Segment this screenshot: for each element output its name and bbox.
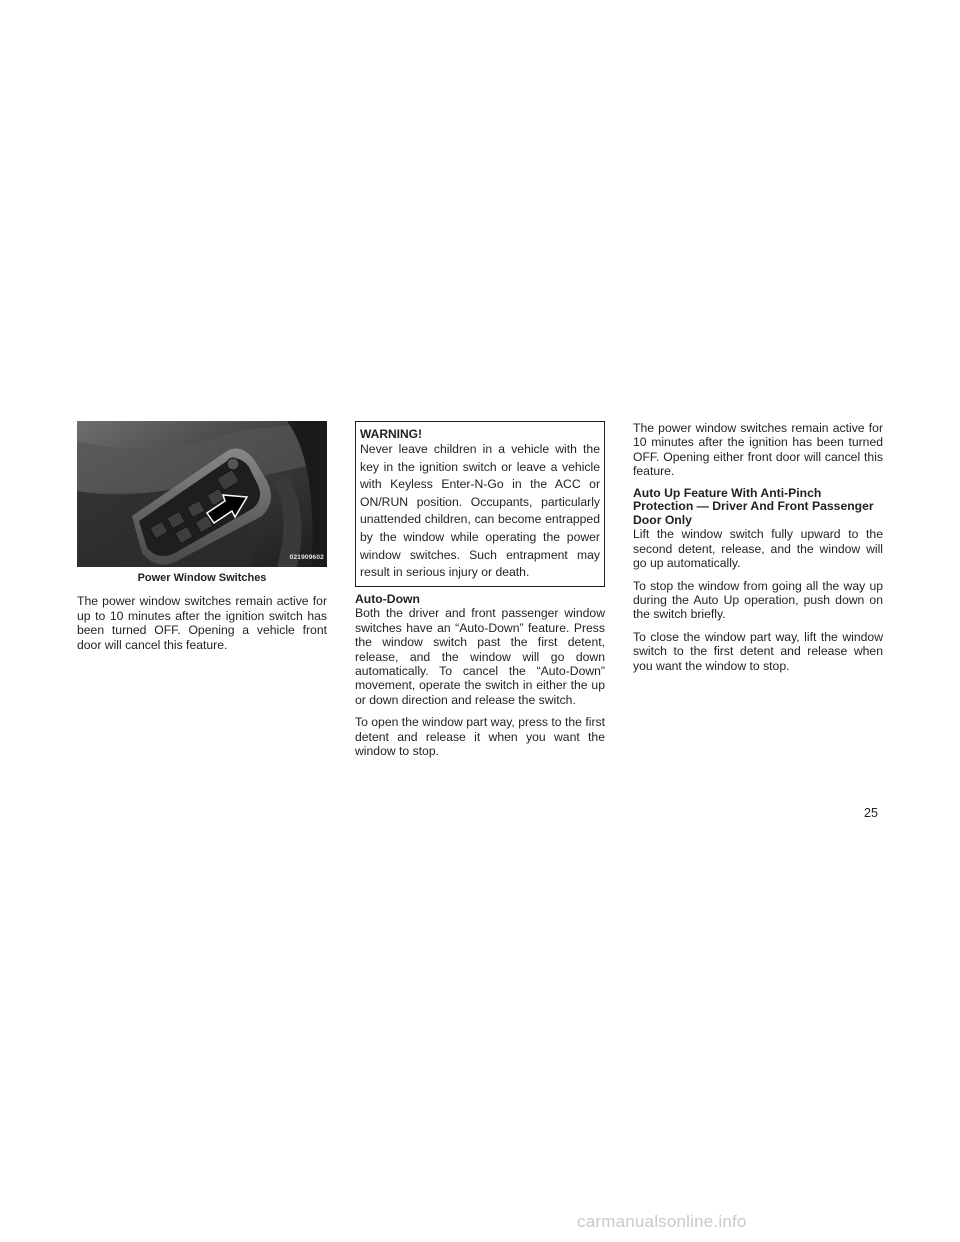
column-middle: [355, 421, 605, 766]
power-window-switches-photo: [77, 421, 327, 567]
figure-caption: Power Window Switches: [137, 572, 267, 584]
paragraph: To stop the window from going all the way up during the Auto Up operation, push down on the switch briefly.: [633, 578, 883, 622]
paragraph: Both the driver and front passenger window switches have an “Auto-Down” feature. Press the window switch past the first detent, release, and the window will go down automatically. To cancel the “Auto-Down” movement, operate the switch in either the up or down direction and release the switch.: [355, 606, 605, 707]
paragraph: The power window switches remain active for 10 minutes after the ignition has been turned OFF. Opening either front door will cancel this feature.: [633, 421, 883, 479]
paragraph: To close the window part way, lift the window switch to the first detent and release when you want the window to stop.: [633, 629, 883, 673]
paragraph: The power window switches remain active for up to 10 minutes after the ignition switch has been turned OFF. Opening a vehicle front door will cancel this feature.: [77, 594, 327, 652]
paragraph: Lift the window switch fully upward to the second detent, release, and the window will go up automatically.: [633, 527, 883, 571]
column-left: [77, 421, 327, 660]
warning-title: WARNING!: [360, 427, 422, 441]
section-heading-auto-up: Auto Up Feature With Anti-Pinch Protection — Driver And Front Passenger Door Only: [633, 485, 874, 527]
paragraph: To open the window part way, press to the first detent and release it when you want the window to stop.: [355, 715, 605, 758]
warning-text: Never leave children in a vehicle with the key in the ignition switch or leave a vehicle with Keyless Enter-N-Go in the ACC or ON/RUN position. Occupants, particularly unattended children, can become entrapped by the window while operating the power window switches. Such entrapment may result in serious injury or death.: [360, 442, 600, 580]
warning-box: [355, 421, 605, 587]
watermark: carmanualsonline.info: [577, 1212, 747, 1231]
page-number: 25: [864, 806, 878, 820]
figure-code: 021909602: [289, 553, 324, 561]
section-heading-auto-down: Auto-Down: [355, 591, 420, 606]
column-right: [633, 421, 883, 681]
door-panel-illustration: [77, 421, 327, 567]
